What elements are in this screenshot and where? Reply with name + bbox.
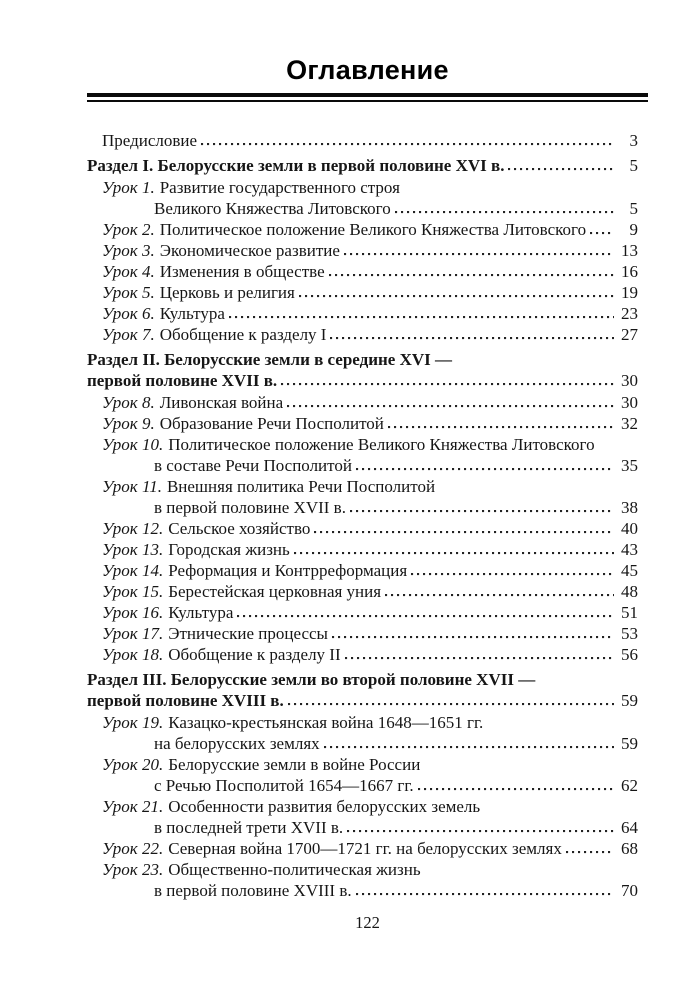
entry-page-number: 19: [621, 283, 638, 302]
entry-text: первой половине XVII в.: [87, 371, 278, 390]
entry-page-number: 32: [621, 414, 638, 433]
entry-page-number: 64: [621, 818, 638, 837]
toc-line: [87, 261, 648, 282]
lesson-label: Урок 14.: [102, 561, 164, 580]
dot-leader: [350, 497, 614, 518]
dot-leader: [281, 370, 614, 391]
lesson-label: Урок 11.: [102, 477, 162, 496]
toc-entry-lesson: [87, 261, 648, 282]
entry-text: в первой половине XVII в.: [154, 498, 346, 517]
toc-entry-lesson: [87, 623, 648, 644]
dot-leader: [385, 581, 614, 602]
toc-list: [87, 130, 648, 901]
dot-leader: [329, 261, 614, 282]
toc-entry-preface: [87, 130, 648, 151]
toc-entry-lesson: [87, 177, 648, 219]
toc-entry-lesson: [87, 644, 648, 665]
toc-line: [87, 859, 648, 880]
entry-text: Берестейская церковная уния: [168, 582, 382, 601]
entry-page-number: 53: [621, 624, 638, 643]
entry-page-number: 56: [621, 645, 638, 664]
dot-leader: [411, 560, 614, 581]
toc-line: [87, 775, 648, 796]
toc-entry-lesson: [87, 838, 648, 859]
toc-entry-lesson: [87, 282, 648, 303]
toc-line: [87, 669, 648, 690]
entry-text: Городская жизнь: [168, 540, 290, 559]
toc-entry-lesson: [87, 754, 648, 796]
toc-line: [87, 817, 648, 838]
entry-page-number: 45: [621, 561, 638, 580]
toc-line: [87, 349, 648, 370]
toc-line: [87, 497, 648, 518]
toc-line: [87, 754, 648, 775]
lesson-label: Урок 2.: [102, 220, 155, 239]
entry-text: Белорусские земли в войне России: [168, 755, 421, 774]
toc-line: [87, 455, 648, 476]
toc-line: [87, 623, 648, 644]
lesson-label: Урок 15.: [102, 582, 164, 601]
toc-entry-lesson: [87, 796, 648, 838]
entry-text: Культура: [168, 603, 234, 622]
toc-entry-lesson: [87, 413, 648, 434]
entry-page-number: 40: [621, 519, 638, 538]
toc-line: [87, 880, 648, 901]
entry-text: Обобщение к разделу II: [168, 645, 341, 664]
toc-line: [87, 644, 648, 665]
toc-line: [87, 796, 648, 817]
lesson-label: Урок 1.: [102, 178, 155, 197]
entry-page-number: 38: [621, 498, 638, 517]
entry-page-number: 16: [621, 262, 638, 281]
toc-entry-lesson: [87, 392, 648, 413]
entry-text: Внешняя политика Речи Посполитой: [166, 477, 436, 496]
toc-entry-section: [87, 349, 648, 391]
toc-entry-lesson: [87, 303, 648, 324]
dot-leader: [395, 198, 614, 219]
entry-text: в первой половине XVIII в.: [154, 881, 352, 900]
entry-text: Раздел III. Белорусские земли во второй половине XVII —: [87, 670, 536, 689]
toc-entry-lesson: [87, 324, 648, 345]
lesson-label: Урок 20.: [102, 755, 164, 774]
entry-page-number: 30: [621, 371, 638, 390]
dot-leader: [201, 130, 614, 151]
entry-text: Общественно-политическая жизнь: [168, 860, 421, 879]
dot-leader: [388, 413, 614, 434]
toc-line: [87, 539, 648, 560]
lesson-label: Урок 21.: [102, 797, 164, 816]
lesson-label: Урок 10.: [102, 435, 164, 454]
toc-entry-section: [87, 155, 648, 176]
toc-entry-section: [87, 669, 648, 711]
lesson-label: Урок 7.: [102, 325, 155, 344]
entry-text: Развитие государственного строя: [159, 178, 400, 197]
dot-leader: [229, 303, 614, 324]
entry-page-number: 9: [629, 220, 638, 239]
lesson-label: Урок 3.: [102, 241, 155, 260]
entry-page-number: 51: [621, 603, 638, 622]
entry-text: Ливонская война: [159, 393, 284, 412]
entry-text: первой половине XVIII в.: [87, 691, 284, 710]
lesson-label: Урок 19.: [102, 713, 164, 732]
lesson-label: Урок 23.: [102, 860, 164, 879]
entry-text: на белорусских землях: [154, 734, 320, 753]
toc-line: [87, 370, 648, 391]
entry-text: Северная война 1700—1721 гг. на белорусских землях: [168, 839, 562, 858]
entry-text: Образование Речи Посполитой: [159, 414, 384, 433]
toc-entry-lesson: [87, 539, 648, 560]
toc-line: [87, 476, 648, 497]
entry-page-number: 48: [621, 582, 638, 601]
toc-entry-lesson: [87, 859, 648, 901]
lesson-label: Урок 17.: [102, 624, 164, 643]
entry-text: Предисловие: [102, 131, 198, 150]
entry-text: Церковь и религия: [159, 283, 295, 302]
dot-leader: [294, 539, 614, 560]
dot-leader: [237, 602, 614, 623]
dot-leader: [324, 733, 614, 754]
toc-entry-lesson: [87, 560, 648, 581]
entry-text: Изменения в обществе: [159, 262, 325, 281]
entry-page-number: 13: [621, 241, 638, 260]
entry-page-number: 70: [621, 881, 638, 900]
toc-line: [87, 838, 648, 859]
entry-page-number: 59: [621, 691, 638, 710]
toc-line: [87, 198, 648, 219]
toc-entry-lesson: [87, 219, 648, 240]
dot-leader: [347, 817, 614, 838]
lesson-label: Урок 6.: [102, 304, 155, 323]
dot-leader: [356, 455, 614, 476]
toc-line: [87, 219, 648, 240]
dot-leader: [590, 219, 614, 240]
entry-page-number: 5: [629, 156, 638, 175]
dot-leader: [356, 880, 614, 901]
toc-line: [87, 392, 648, 413]
toc-line: [87, 177, 648, 198]
title-divider: [87, 93, 648, 102]
entry-page-number: 43: [621, 540, 638, 559]
lesson-label: Урок 13.: [102, 540, 164, 559]
lesson-label: Урок 9.: [102, 414, 155, 433]
entry-page-number: 35: [621, 456, 638, 475]
entry-page-number: 27: [621, 325, 638, 344]
toc-entry-lesson: [87, 476, 648, 518]
dot-leader: [332, 623, 614, 644]
entry-text: с Речью Посполитой 1654—1667 гг.: [154, 776, 414, 795]
entry-text: Раздел II. Белорусские земли в середине XVI —: [87, 350, 453, 369]
entry-text: Особенности развития белорусских земель: [168, 797, 481, 816]
dot-leader: [299, 282, 614, 303]
dot-leader: [345, 644, 614, 665]
toc-entry-lesson: [87, 712, 648, 754]
toc-line: [87, 690, 648, 711]
entry-text: Казацко-крестьянская война 1648—1651 гг.: [168, 713, 484, 732]
entry-text: Великого Княжества Литовского: [154, 199, 391, 218]
entry-text: Политическое положение Великого Княжества Литовского: [168, 435, 595, 454]
dot-leader: [566, 838, 614, 859]
toc-entry-lesson: [87, 581, 648, 602]
lesson-label: Урок 5.: [102, 283, 155, 302]
entry-text: в последней трети XVII в.: [154, 818, 344, 837]
entry-page-number: 59: [621, 734, 638, 753]
entry-page-number: 5: [629, 199, 638, 218]
toc-line: [87, 282, 648, 303]
toc-line: [87, 303, 648, 324]
dot-leader: [287, 392, 614, 413]
footer-page-number: 122: [355, 913, 380, 932]
toc-line: [87, 712, 648, 733]
lesson-label: Урок 16.: [102, 603, 164, 622]
entry-text: Культура: [159, 304, 225, 323]
dot-leader: [288, 690, 614, 711]
toc-line: [87, 413, 648, 434]
toc-line: [87, 324, 648, 345]
toc-line: [87, 518, 648, 539]
entry-page-number: 3: [629, 131, 638, 150]
dot-leader: [508, 155, 614, 176]
toc-line: [87, 240, 648, 261]
toc-line: [87, 434, 648, 455]
entry-text: Этнические процессы: [168, 624, 328, 643]
toc-line: [87, 130, 648, 151]
toc-entry-lesson: [87, 434, 648, 476]
toc-line: [87, 602, 648, 623]
toc-line: [87, 560, 648, 581]
entry-page-number: 30: [621, 393, 638, 412]
toc-entry-lesson: [87, 602, 648, 623]
entry-text: в составе Речи Посполитой: [154, 456, 352, 475]
page-title: Оглавление: [286, 55, 449, 85]
lesson-label: Урок 12.: [102, 519, 164, 538]
toc-entry-lesson: [87, 240, 648, 261]
entry-text: Реформация и Контрреформация: [168, 561, 408, 580]
text-block: [87, 0, 648, 901]
dot-leader: [418, 775, 614, 796]
lesson-label: Урок 18.: [102, 645, 164, 664]
lesson-label: Урок 22.: [102, 839, 164, 858]
toc-entry-lesson: [87, 518, 648, 539]
dot-leader: [344, 240, 614, 261]
dot-leader: [314, 518, 614, 539]
lesson-label: Урок 4.: [102, 262, 155, 281]
entry-page-number: 23: [621, 304, 638, 323]
entry-page-number: 62: [621, 776, 638, 795]
toc-line: [87, 733, 648, 754]
lesson-label: Урок 8.: [102, 393, 155, 412]
entry-text: Обобщение к разделу I: [159, 325, 327, 344]
entry-text: Политическое положение Великого Княжества Литовского: [159, 220, 587, 239]
dot-leader: [330, 324, 614, 345]
toc-line: [87, 155, 648, 176]
entry-text: Экономическое развитие: [159, 241, 340, 260]
toc-line: [87, 581, 648, 602]
entry-text: Сельское хозяйство: [168, 519, 311, 538]
entry-text: Раздел I. Белорусские земли в первой половине XVI в.: [87, 156, 505, 175]
entry-page-number: 68: [621, 839, 638, 858]
